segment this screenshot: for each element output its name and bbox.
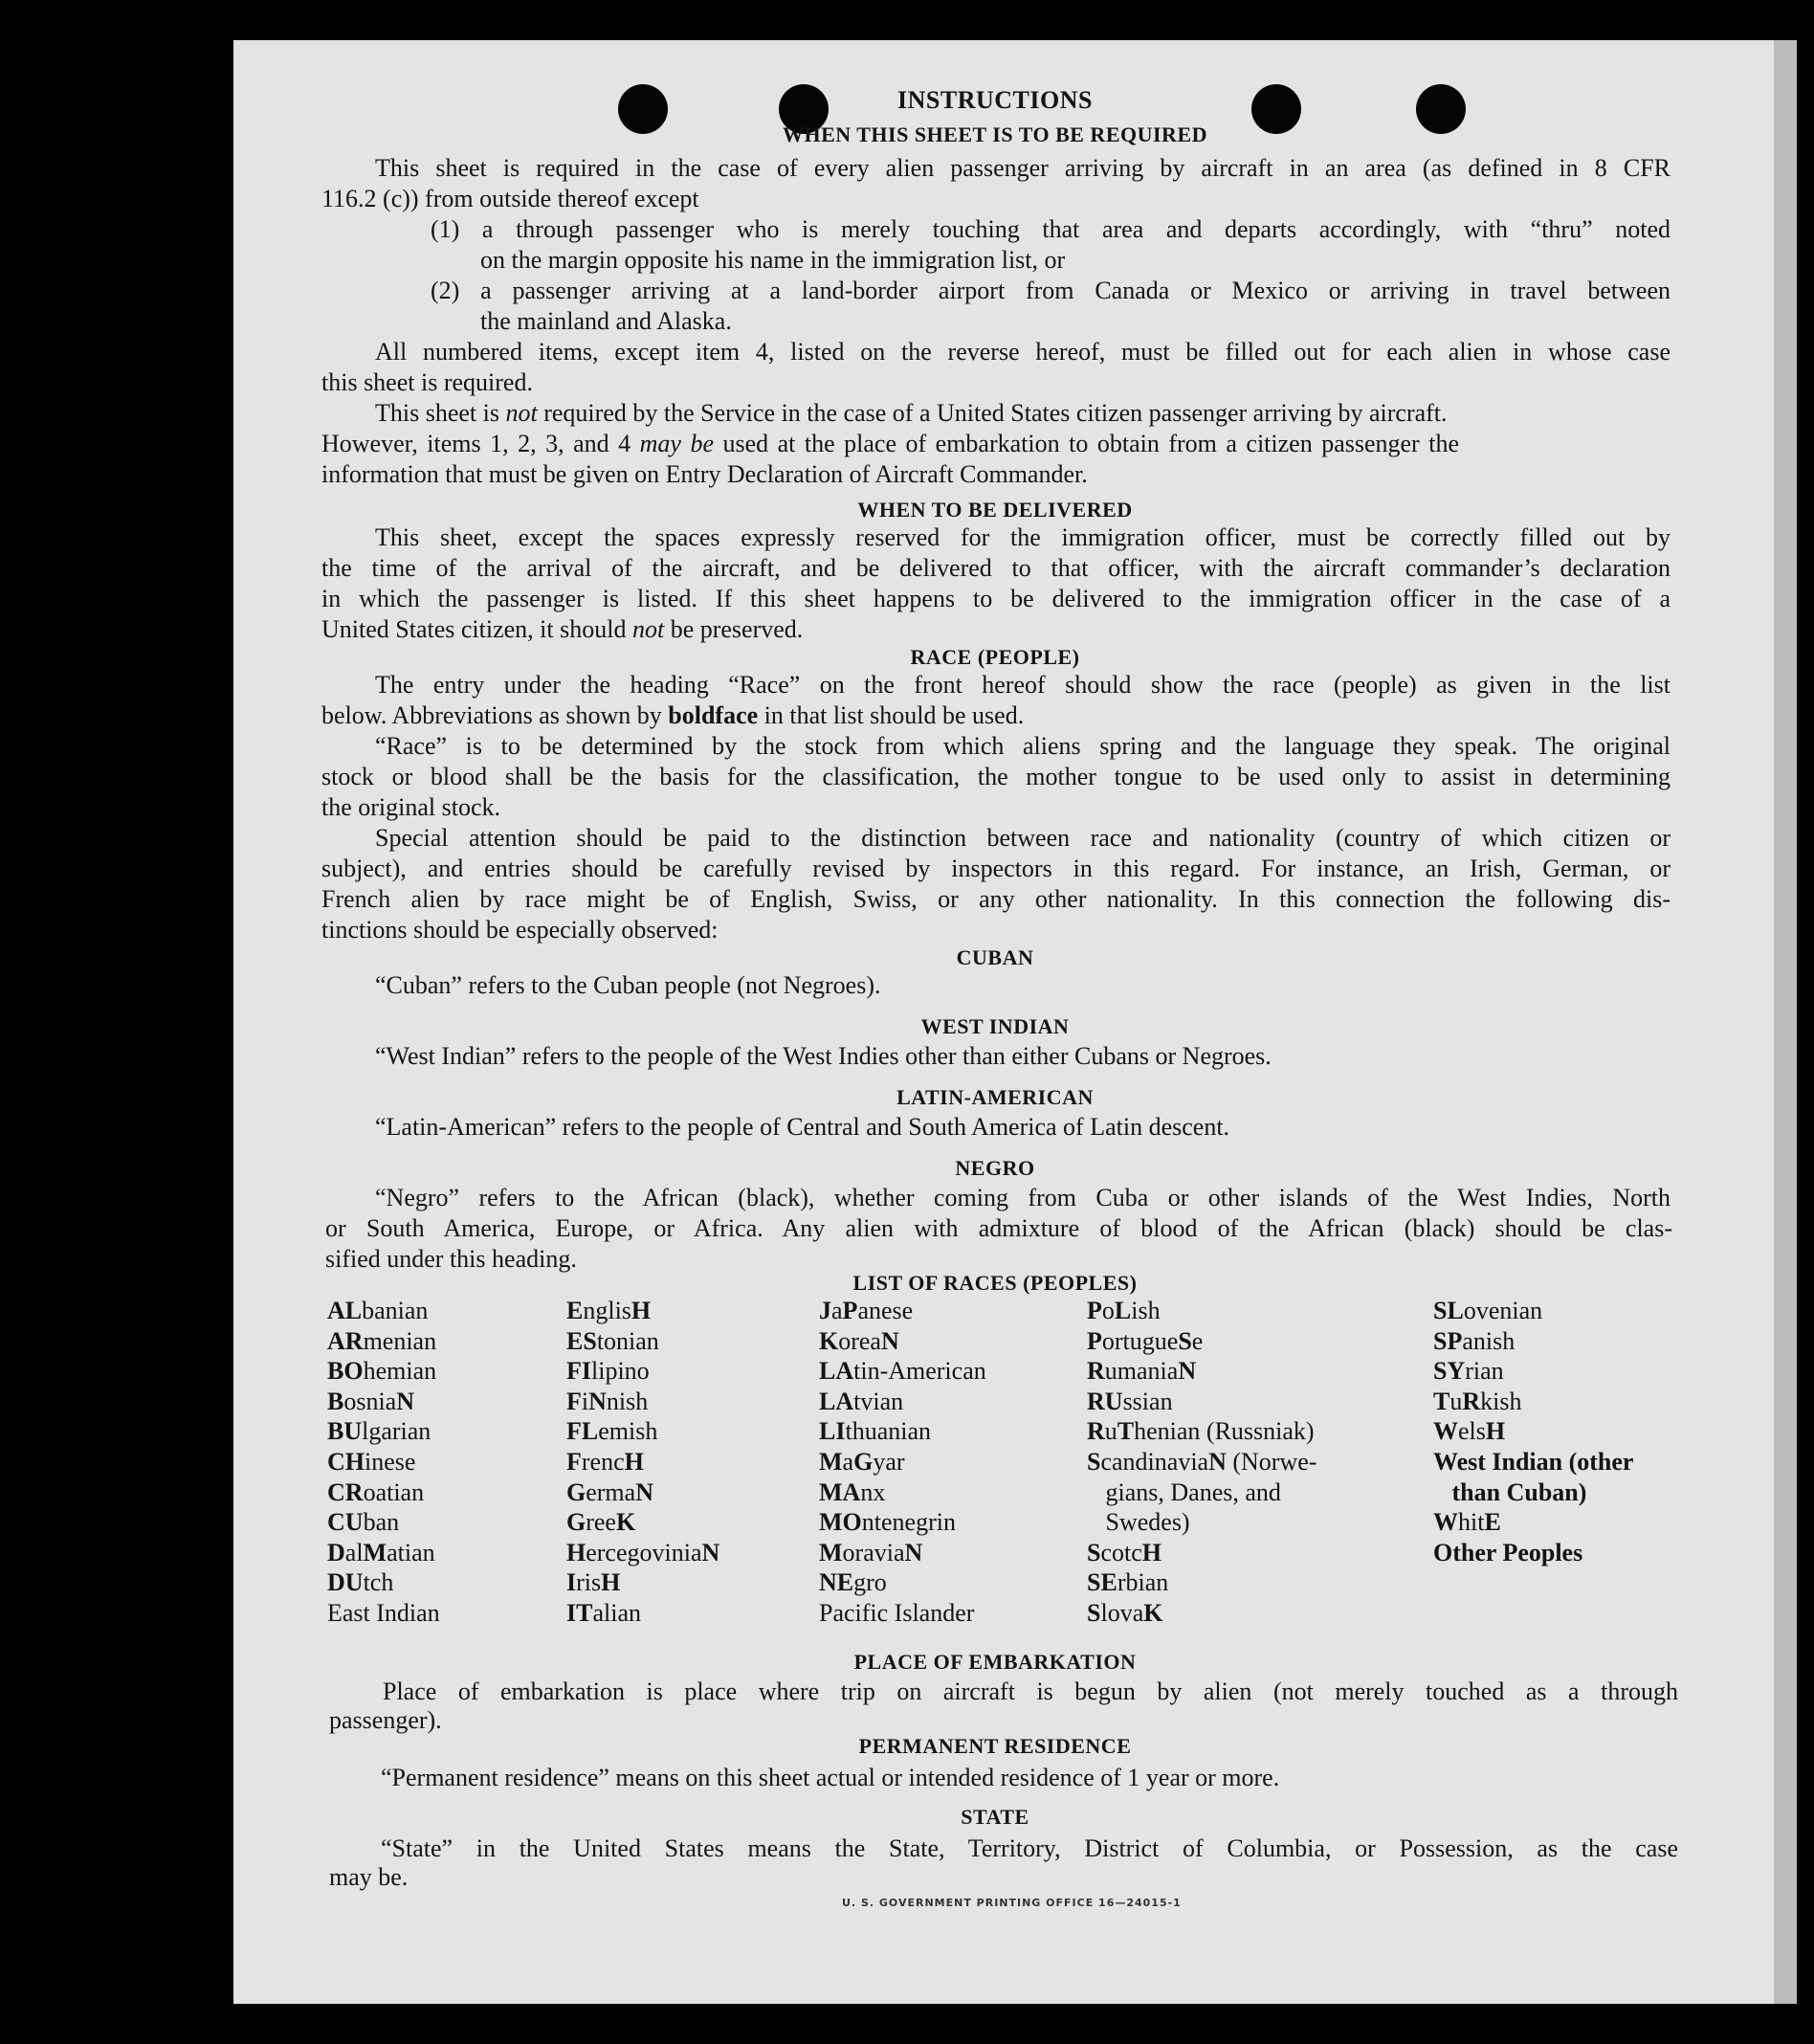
race-entry: BOhemian	[327, 1357, 437, 1386]
paragraph-line: the mainland and Alaska.	[480, 307, 732, 335]
race-entry: RumaniaN	[1087, 1357, 1197, 1386]
race-entry: DUtch	[327, 1568, 394, 1597]
race-entry: MOntenegrin	[819, 1508, 956, 1537]
race-entry: SPanish	[1433, 1326, 1515, 1355]
race-entry: RuThenian (Russniak)	[1087, 1417, 1315, 1446]
race-entry: East Indian	[327, 1599, 440, 1627]
race-entry: BosniaN	[327, 1387, 415, 1415]
race-entry: Other Peoples	[1433, 1538, 1583, 1566]
section-heading-cuban: CUBAN	[956, 945, 1034, 969]
paragraph-line: United States citizen, it should not be preserved.	[321, 615, 804, 643]
race-entry: PoLish	[1087, 1297, 1161, 1324]
race-entry: than Cuban)	[1433, 1477, 1587, 1506]
race-entry: BUlgarian	[327, 1417, 431, 1446]
list-of-races-heading: LIST OF RACES (PEOPLES)	[852, 1271, 1138, 1295]
race-entry: MaGyar	[819, 1448, 905, 1476]
race-entry: MoraviaN	[819, 1538, 923, 1566]
race-entry: Pacific Islander	[819, 1599, 975, 1627]
race-entry: LIthuanian	[819, 1417, 931, 1446]
race-entry: SLovenian	[1433, 1297, 1543, 1324]
race-entry: GermaN	[566, 1477, 653, 1506]
section-heading-residence: PERMANENT RESIDENCE	[858, 1734, 1132, 1758]
paragraph-line: sified under this heading.	[325, 1245, 577, 1273]
paragraph-line: “Cuban” refers to the Cuban people (not Negroes).	[375, 971, 881, 999]
paragraph-line: The entry under the heading “Race” on the front hereof should show the race (people) as given in the list	[375, 671, 1670, 699]
race-entry: LAtvian	[819, 1387, 904, 1415]
race-entry: CHinese	[327, 1448, 416, 1476]
section-heading-embarkation: PLACE OF EMBARKATION	[853, 1650, 1137, 1674]
race-entry: KoreaN	[819, 1326, 899, 1355]
exception-item-2: (2) a passenger arriving at a land-border airport from Canada or Mexico or arriving in travel between	[431, 277, 1670, 304]
race-entry: ITalian	[566, 1599, 641, 1627]
race-entry: IrisH	[566, 1568, 621, 1597]
paragraph-line: “Latin-American” refers to the people of Central and South America of Latin descent.	[375, 1113, 1230, 1141]
paragraph-line: subject), and entries should be carefully revised by inspectors in this regard. For instance, an Irish, German, or	[321, 855, 1670, 882]
race-entry: West Indian (other	[1433, 1448, 1634, 1476]
race-entry: DalMatian	[327, 1538, 435, 1566]
paragraph-line: in which the passenger is listed. If this sheet happens to be delivered to the immigration officer in the case of a	[321, 585, 1670, 612]
paragraph-line: may be.	[329, 1863, 409, 1891]
paragraph-line: the original stock.	[321, 793, 501, 821]
race-entry: HercegoviniaN	[566, 1538, 720, 1566]
race-entry: SYrian	[1433, 1357, 1504, 1386]
section-heading-negro: NEGRO	[955, 1156, 1035, 1180]
race-entry: LAtin-American	[819, 1357, 986, 1386]
paragraph-line: Place of embarkation is place where trip on aircraft is begun by alien (not merely touched as a through	[383, 1677, 1678, 1705]
paragraph-line: or South America, Europe, or Africa. Any alien with admixture of blood of the African (black) should be clas-	[325, 1214, 1672, 1242]
paragraph-line: information that must be given on Entry Declaration of Aircraft Commander.	[321, 460, 1088, 488]
race-entry: JaPanese	[819, 1297, 914, 1324]
race-entry: WelsH	[1433, 1417, 1506, 1446]
paragraph-line: “Permanent residence” means on this sheet actual or intended residence of 1 year or more.	[381, 1764, 1280, 1791]
paragraph-line: below. Abbreviations as shown by boldface in that list should be used.	[321, 701, 1025, 729]
paragraph-line: This sheet is required in the case of every alien passenger arriving by aircraft in an area (as defined in 8 CFR	[375, 154, 1670, 182]
race-entry: GreeK	[566, 1508, 636, 1537]
paragraph-line: “State” in the United States means the State, Territory, District of Columbia, or Possession, as the case	[381, 1834, 1678, 1862]
race-entry: CRoatian	[327, 1477, 425, 1506]
race-entry: PortugueSe	[1087, 1326, 1204, 1355]
race-entry: CUban	[327, 1508, 400, 1537]
race-entry: WhitE	[1433, 1508, 1501, 1537]
paragraph-line: French alien by race might be of English, Swiss, or any other nationality. In this connection the following dis-	[321, 885, 1670, 913]
race-entry: gians, Danes, and	[1087, 1477, 1281, 1506]
paragraph-line: stock or blood shall be the basis for the classification, the mother tongue to be used only to assist in determining	[321, 763, 1670, 790]
paragraph-line: All numbered items, except item 4, listed on the reverse hereof, must be filled out for each alien in whose case	[375, 338, 1670, 366]
race-entry: FLemish	[566, 1417, 658, 1446]
paragraph-line: This sheet, except the spaces expressly reserved for the immigration officer, must be correctly filled out by	[375, 523, 1670, 551]
paragraph-line: this sheet is required.	[321, 368, 533, 396]
race-entry: FIlipino	[566, 1357, 650, 1386]
paragraph-line: “Negro” refers to the African (black), whether coming from Cuba or other islands of the West Indies, North	[375, 1184, 1670, 1211]
race-entry: Swedes)	[1087, 1508, 1190, 1537]
race-entry: NEgro	[819, 1568, 887, 1597]
race-entry: FiNnish	[566, 1387, 649, 1415]
race-entry: ALbanian	[327, 1297, 429, 1324]
section-heading-state: STATE	[961, 1805, 1029, 1829]
race-entry: SErbian	[1087, 1568, 1169, 1597]
section-heading-when-delivered: WHEN TO BE DELIVERED	[857, 498, 1133, 522]
page-title: INSTRUCTIONS	[897, 86, 1093, 114]
printer-imprint: U. S. GOVERNMENT PRINTING OFFICE 16—24015-1	[842, 1897, 1182, 1909]
section-heading-race: RACE (PEOPLE)	[910, 645, 1080, 669]
race-entry: MAnx	[819, 1477, 886, 1506]
paragraph-line: on the margin opposite his name in the immigration list, or	[480, 246, 1066, 274]
paragraph-line: “Race” is to be determined by the stock from which aliens spring and the language they speak. The original	[375, 732, 1670, 760]
race-entry: RUssian	[1087, 1387, 1173, 1415]
race-entry: ScandinaviaN (Norwe-	[1087, 1448, 1317, 1476]
race-entry: FrencH	[566, 1448, 644, 1476]
paragraph-line: the time of the arrival of the aircraft, and be delivered to that officer, with the aircraft commander’s declaration	[321, 554, 1670, 582]
race-entry: EnglisH	[566, 1297, 652, 1324]
paragraph-line: 116.2 (c)) from outside thereof except	[321, 185, 699, 212]
paragraph-line: This sheet is not required by the Service in the case of a United States citizen passenger arriving by aircraft.	[375, 399, 1448, 427]
race-entry: SlovaK	[1087, 1599, 1163, 1627]
race-entry: ARmenian	[327, 1326, 437, 1355]
paragraph-line: However, items 1, 2, 3, and 4 may be used at the place of embarkation to obtain from a citizen passenger the	[321, 430, 1459, 457]
race-entry: EStonian	[566, 1326, 659, 1355]
paragraph-line: “West Indian” refers to the people of the West Indies other than either Cubans or Negroes.	[375, 1042, 1272, 1070]
paragraph-line: Special attention should be paid to the distinction between race and nationality (country of which citizen or	[375, 824, 1670, 852]
paragraph-line: passenger).	[329, 1706, 442, 1734]
race-entry: TuRkish	[1433, 1387, 1522, 1415]
section-heading-when-required: WHEN THIS SHEET IS TO BE REQUIRED	[782, 122, 1208, 146]
race-entry: ScotcH	[1087, 1538, 1162, 1566]
exception-item-1: (1) a through passenger who is merely touching that area and departs accordingly, with “thru” noted	[431, 215, 1670, 243]
section-heading-west-indian: WEST INDIAN	[920, 1014, 1070, 1038]
paragraph-line: tinctions should be especially observed:	[321, 916, 719, 944]
section-heading-latin-american: LATIN-AMERICAN	[896, 1085, 1094, 1109]
